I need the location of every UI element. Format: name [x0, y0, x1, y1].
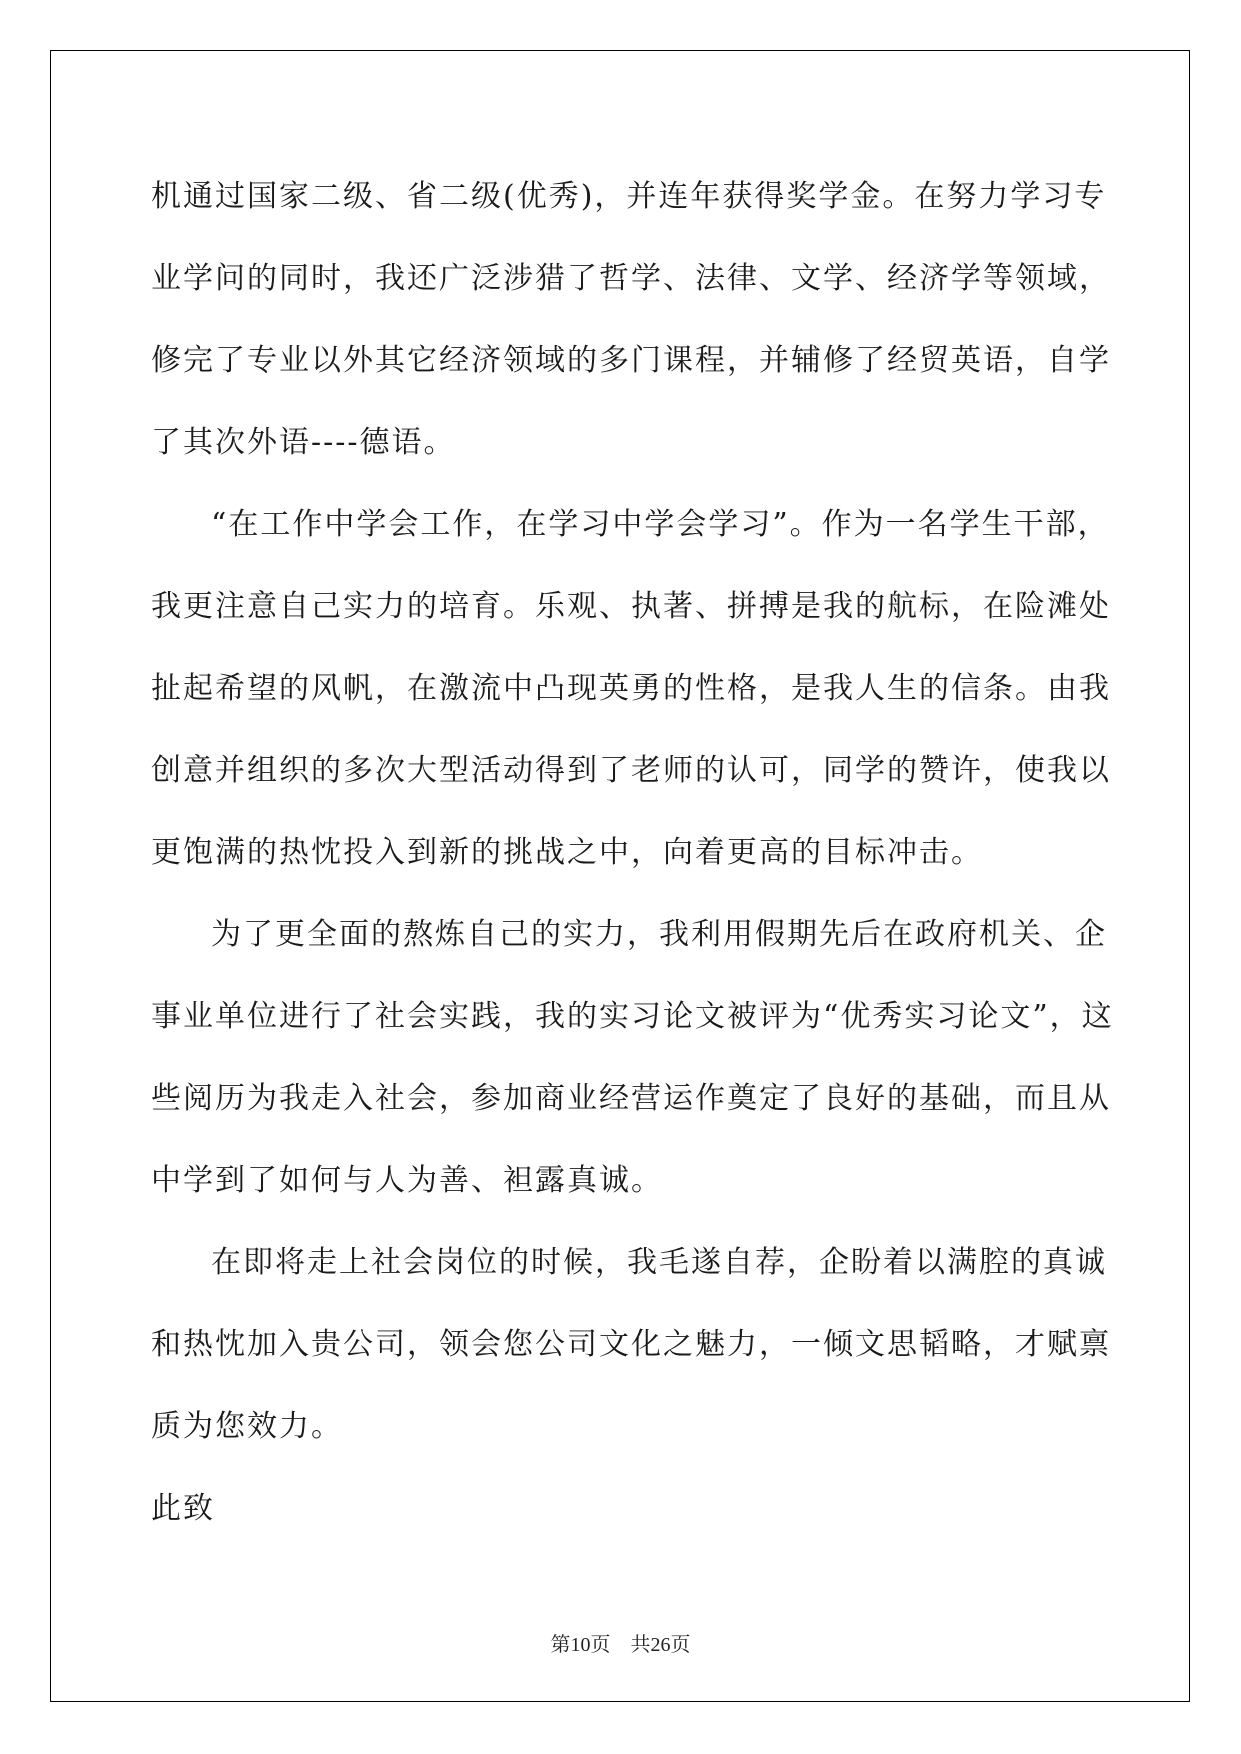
text-line: 机通过国家二级、省二级(优秀)，并连年获得奖学金。在努力学习专 — [151, 179, 1107, 214]
text-line: 事业单位进行了社会实践，我的实习论文被评为“优秀实习论文”，这 — [151, 999, 1114, 1034]
total-prefix: 共 — [630, 1632, 651, 1656]
total-suffix: 页 — [670, 1632, 691, 1656]
paragraph-start-line: 为了更全面的熬炼自己的实力，我利用假期先后在政府机关、企 — [211, 917, 1107, 952]
text-line: 了其次外语----德语。 — [151, 425, 456, 460]
text-line: 些阅历为我走入社会，参加商业经营运作奠定了良好的基础，而且从 — [151, 1081, 1111, 1116]
text-line: 更饱满的热忱投入到新的挑战之中，向着更高的目标冲击。 — [151, 835, 983, 870]
paragraph-start-line: 在即将走上社会岗位的时候，我毛遂自荐，企盼着以满腔的真诚 — [211, 1245, 1107, 1280]
text-line: 和热忱加入贵公司，领会您公司文化之魅力，一倾文思韬略，才赋禀 — [151, 1327, 1111, 1362]
page-number-footer — [0, 1628, 1241, 1657]
closing-salutation: 此致 — [151, 1491, 215, 1526]
text-line: 业学问的同时，我还广泛涉猎了哲学、法律、文学、经济学等领域， — [151, 261, 1111, 296]
text-line: 修完了专业以外其它经济领域的多门课程，并辅修了经贸英语，自学 — [151, 343, 1111, 378]
page-suffix: 页 — [590, 1632, 611, 1656]
total-page-number: 26 — [650, 1634, 671, 1656]
text-line: 我更注意自己实力的培育。乐观、执著、拼搏是我的航标，在险滩处 — [151, 589, 1111, 624]
page-prefix: 第 — [550, 1632, 571, 1656]
text-line: 创意并组织的多次大型活动得到了老师的认可，同学的赞许，使我以 — [151, 753, 1111, 788]
paragraph-start-line: “在工作中学会工作，在学习中学会学习”。作为一名学生干部， — [211, 507, 1110, 542]
text-line: 扯起希望的风帆，在激流中凸现英勇的性格，是我人生的信条。由我 — [151, 671, 1111, 706]
text-line: 质为您效力。 — [151, 1409, 343, 1444]
text-line: 中学到了如何与人为善、袒露真诚。 — [151, 1163, 663, 1198]
document-body — [151, 156, 1114, 1550]
current-page-number: 10 — [570, 1634, 591, 1656]
